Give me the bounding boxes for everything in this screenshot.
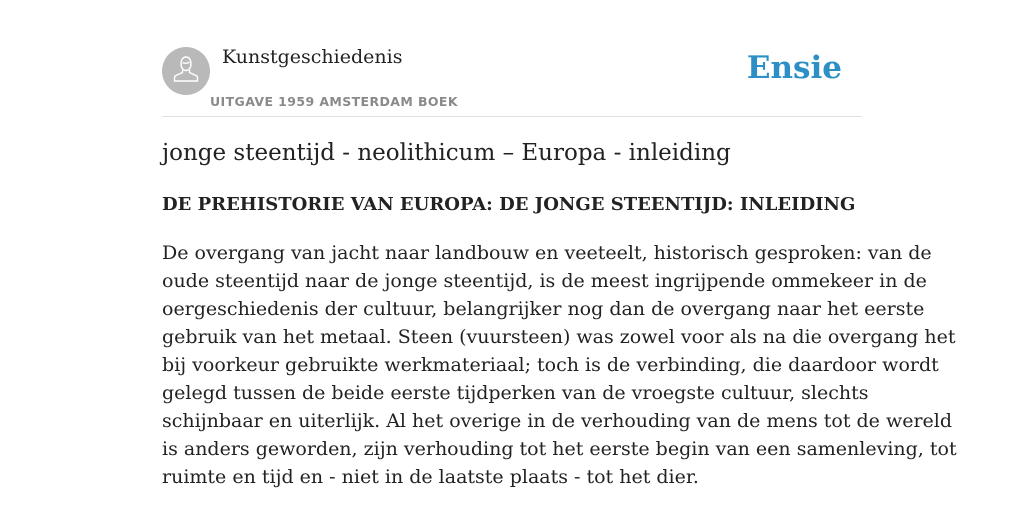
avatar[interactable] — [162, 47, 210, 95]
body-line: gebruik van het metaal. Steen (vuursteen) was zowel voor als na die overgang het — [162, 326, 956, 348]
entry-body — [162, 239, 957, 491]
body-line: ruimte en tijd en - niet in de laatste plaats - tot het dier. — [162, 466, 699, 488]
body-line: oergeschiedenis der cultuur, belangrijker nog dan de overgang naar het eerste — [162, 298, 925, 320]
site-logo[interactable]: Ensie — [746, 50, 842, 86]
book-meta: UITGAVE 1959 AMSTERDAM BOEK — [210, 94, 458, 109]
body-line: is anders geworden, zijn verhouding tot het eerste begin van een samenleving, tot — [162, 438, 957, 460]
body-line: schijnbaar en uiterlijk. Al het overige in de verhouding van de mens tot de wereld — [162, 410, 953, 432]
body-line: De overgang van jacht naar landbouw en veeteelt, historisch gesproken: van de — [162, 242, 932, 264]
body-line: gelegd tussen de beide eerste tijdperken van de vroegste cultuur, slechts — [162, 382, 869, 404]
body-line: bij voorkeur gebruikte werkmateriaal; toch is de verbinding, die daardoor wordt — [162, 354, 939, 376]
body-line: oude steentijd naar de jonge steentijd, is de meest ingrijpende ommekeer in de — [162, 270, 927, 292]
entry-subtitle: DE PREHISTORIE VAN EUROPA: DE JONGE STEENTIJD: INLEIDING — [162, 194, 856, 215]
user-icon — [173, 55, 199, 87]
page — [162, 0, 957, 488]
header — [162, 0, 862, 117]
book-title[interactable]: Kunstgeschiedenis — [222, 46, 403, 68]
entry-title: jonge steentijd - neolithicum – Europa - inleiding — [162, 140, 731, 166]
